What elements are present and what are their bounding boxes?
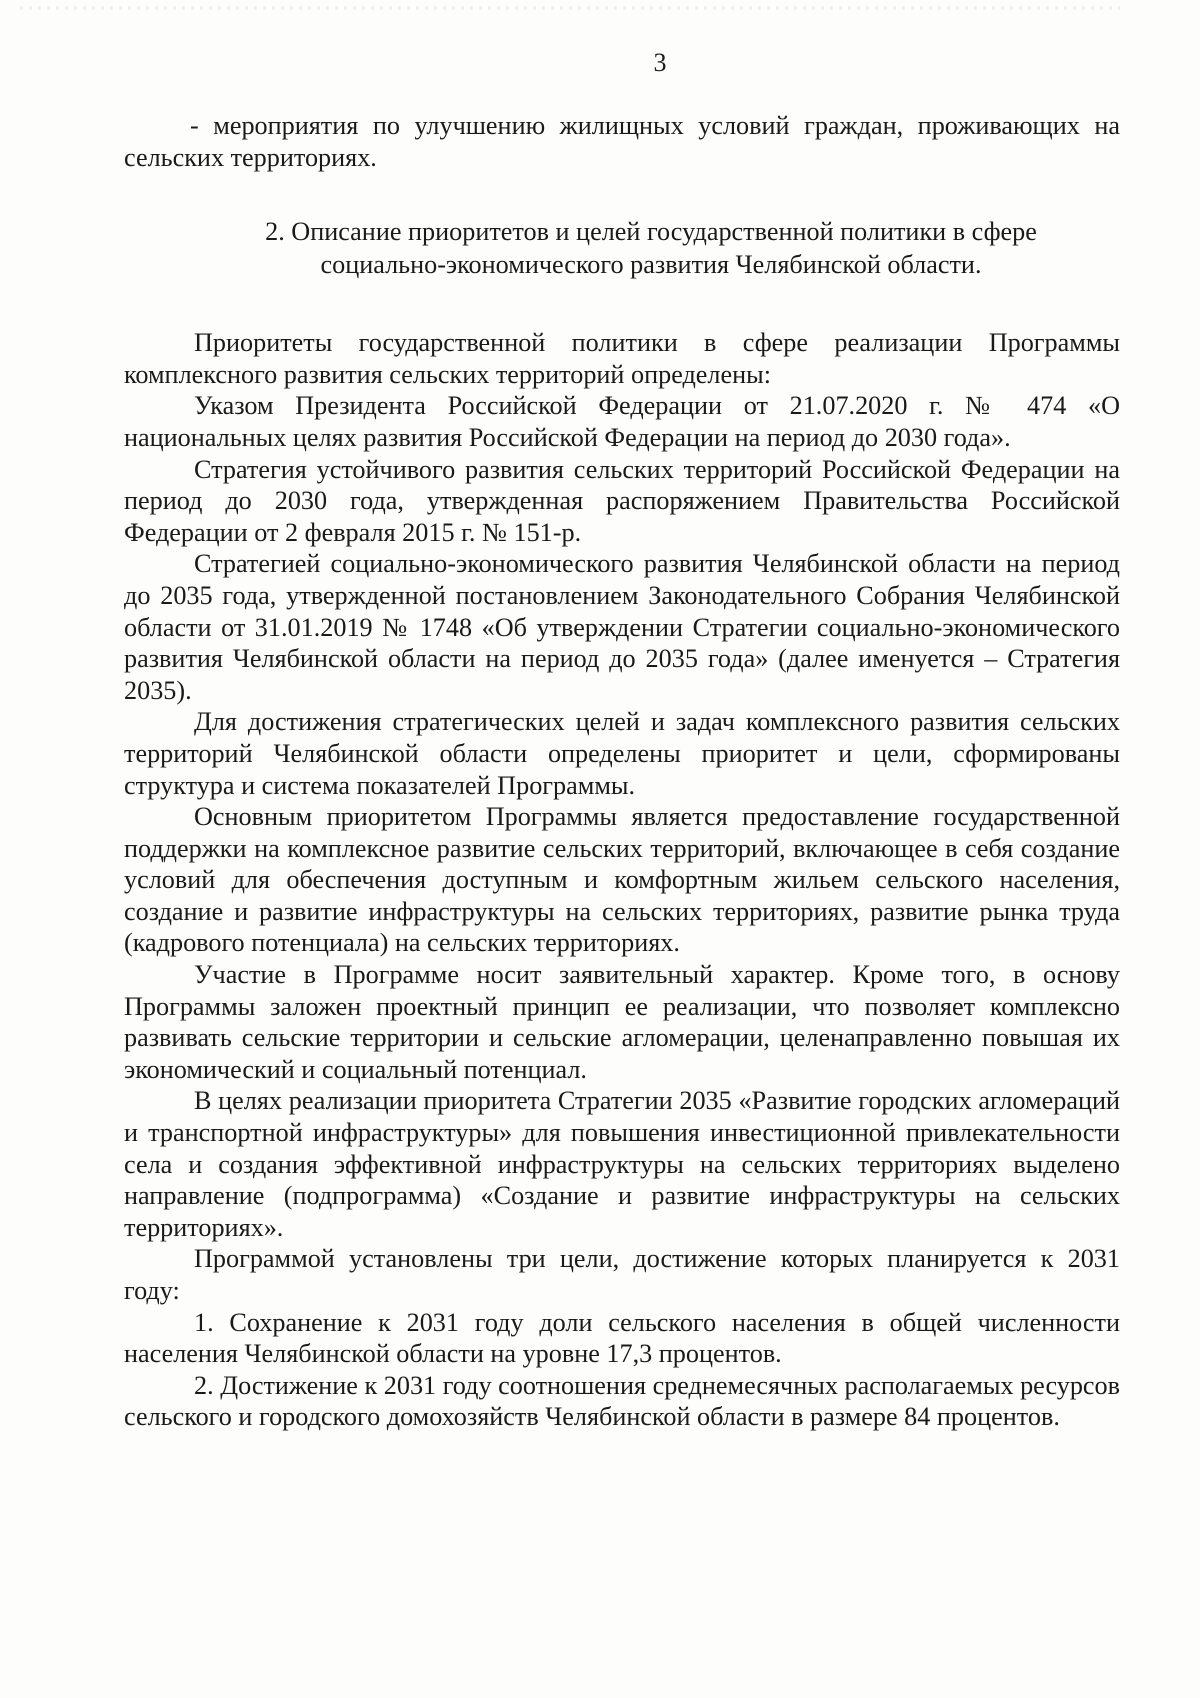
paragraph-priorities: Приоритеты государственной политики в сфере реализации Программы комплексного развития сельских территорий определены: [124,328,1120,389]
paragraph-rural-strategy: Стратегия устойчивого развития сельских территорий Российской Федерации на период до 2030 года, утвержденная распоряжением Правительства Российской Федерации от 2 февраля 2015 г. № 151-р. [124,454,1120,547]
goal-item-2: 2. Достижение к 2031 году соотношения среднемесячных располагаемых ресурсов сельского и городского домохозяйств Челябинской области в размере 84 процентов. [124,1370,1120,1432]
lead-list-item: - мероприятия по улучшению жилищных условий граждан, проживающих на сельских территориях. [124,111,1120,172]
section-heading-line-1: 2. Описание приоритетов и целей государственной политики в сфере [265,217,1037,247]
paragraph-strategy-priority: В целях реализации приоритета Стратегии 2035 «Развитие городских агломераций и транспортной инфраструктуры» для повышения инвестиционной привлекательности села и создания эффективной инфраструктуры на сельских территориях выделено направление (подпрограмма) «Создание и развитие инфраструктуры на сельских территориях». [124,1086,1120,1242]
paragraph-goals-structure: Для достижения стратегических целей и задач комплексного развития сельских территорий Челябинской области определены приоритет и цели, сформированы структура и система показателей Программы. [124,707,1120,800]
section-heading [124,215,1120,281]
paragraph-participation: Участие в Программе носит заявительный характер. Кроме того, в основу Программы заложен проектный принцип ее реализации, что позволяет комплексно развивать сельские территории и сельские агломерации, целенаправленно повышая их экономический и социальный потенциал. [124,960,1120,1084]
scan-artifact [20,6,1120,10]
page-number: 3 [653,48,667,77]
paragraph-presidential-decree: Указом Президента Российской Федерации от 21.07.2020 г. № 474 «О национальных целях развития Российской Федерации на период до 2030 года». [124,391,1120,452]
paragraph-three-goals: Программой установлены три цели, достижение которых планируется к 2031 году: [124,1244,1120,1305]
section-heading-line-2: социально-экономического развития Челябинской области. [320,250,982,280]
paragraph-main-priority: Основным приоритетом Программы является предоставление государственной поддержки на комплексное развитие сельских территорий, включающее в себя создание условий для обеспечения доступным и комфортным жильем сельского населения, создание и развитие инфраструктуры на сельских территориях, развитие рынка труда (кадрового потенциала) на сельских территориях. [124,802,1120,958]
paragraph-regional-strategy: Стратегией социально-экономического развития Челябинской области на период до 2035 года, утвержденной постановлением Законодательного Собрания Челябинской области от 31.01.2019 № 1748 «Об утверждении Стратегии социально-экономического развития Челябинской области на период до 2035 года» (далее именуется – Стратегия 2035). [124,549,1120,705]
goal-item-1: 1. Сохранение к 2031 году доли сельского населения в общей численности населения Челябинской области на уровне 17,3 процентов. [124,1307,1120,1369]
document-body [124,110,1120,1433]
